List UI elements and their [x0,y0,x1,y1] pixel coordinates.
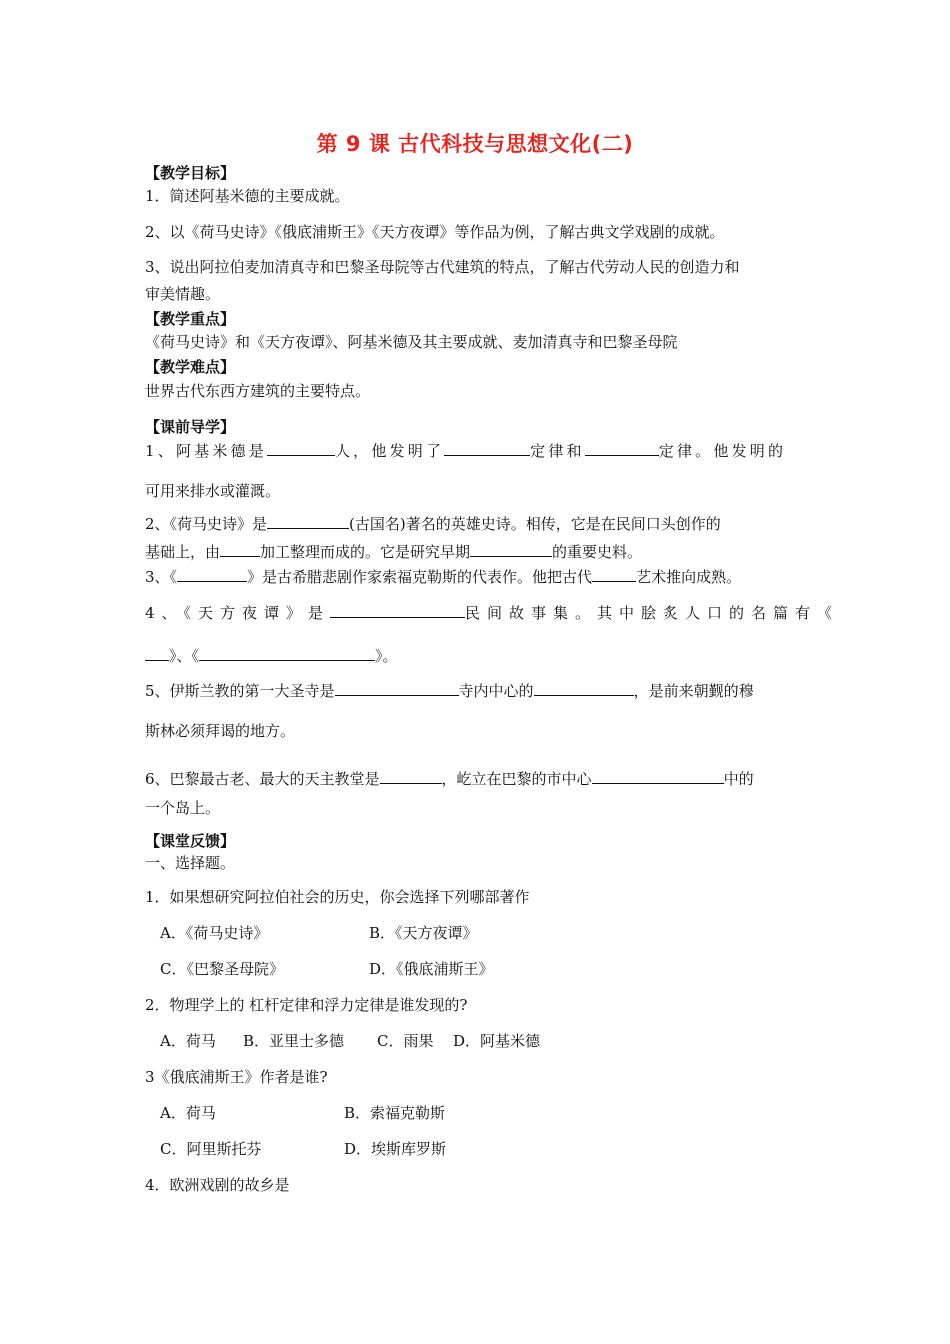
mcq-3-option-c[interactable]: C．阿里斯托芬 [160,1140,262,1158]
q3-text-c: 艺术推向成熟。 [636,568,742,586]
difficult-points-heading: 【教学难点】 [145,358,236,376]
q2-text-b: (古国名)著名的英雄史诗。相传，它是在民间口头创作的 [349,515,721,533]
mcq-2-option-b[interactable]: B．亚里士多德 [243,1032,345,1050]
q2-blank-2[interactable] [220,541,260,557]
mcq-1-question: 1．如果想研究阿拉伯社会的历史，你会选择下列哪部著作 [145,888,530,906]
goals-heading: 【教学目标】 [145,164,236,182]
q3-blank-1[interactable] [177,566,247,582]
mcq-3-option-a[interactable]: A．荷马 [160,1104,216,1122]
mcq-1-option-c[interactable]: C．《巴黎圣母院》 [160,960,284,978]
q4-blank-3[interactable] [199,645,375,661]
key-points-text: 《荷马史诗》和《天方夜谭》、阿基米德及其主要成就、麦加清真寺和巴黎圣母院 [145,333,678,351]
mcq-2-option-a[interactable]: A．荷马 [160,1032,216,1050]
q2-text-c: 基础上，由 [145,543,221,561]
mcq-2-option-c[interactable]: C．雨果 [377,1032,434,1050]
q4-text-c: 》、《 [169,647,200,665]
q1-blank-1[interactable] [267,440,335,456]
q2-text-e: 的重要史料。 [552,543,643,561]
q3-text-a: 3、《 [145,568,178,586]
q1-text-a: 1、阿基米德是 [145,442,267,460]
q1-text-d: 定律。他发明的 [658,442,787,460]
preview-question-5 [145,680,754,701]
q5-text-a: 5、伊斯兰教的第一大圣寺是 [145,682,335,700]
q2-blank-3[interactable] [470,541,552,557]
mcq-1-option-d[interactable]: D．《俄底浦斯王》 [369,960,494,978]
preview-question-2 [145,513,721,534]
preview-question-6 [145,768,754,789]
q4-text-a: 4、《天方夜谭》是 [145,604,331,622]
preview-question-1 [145,440,786,461]
q4-text-d: 》。 [375,647,398,665]
mcq-1-option-a[interactable]: A．《荷马史诗》 [160,924,269,942]
q4-blank-1[interactable] [330,602,465,618]
q1-text-b: 人，他发明了 [334,442,445,460]
mcq-3-option-d[interactable]: D．埃斯库罗斯 [344,1140,447,1158]
q1-text-c: 定律和 [530,442,585,460]
q6-blank-1[interactable] [380,768,442,784]
preview-question-2-cont [145,541,642,562]
q5-text-d: 斯林必须拜谒的地方。 [145,722,296,740]
mcq-3-question: 3《俄底浦斯王》作者是谁? [145,1068,328,1086]
q2-blank-1[interactable] [267,513,349,529]
mcq-1-option-b[interactable]: B．《天方夜谭》 [369,924,478,942]
goal-item-2: 2、以《荷马史诗》《俄底浦斯王》《天方夜谭》等作品为例，了解古典文学戏剧的成就。 [145,223,725,241]
q6-text-a: 6、巴黎最古老、最大的天主教堂是 [145,770,380,788]
q1-blank-2[interactable] [444,440,530,456]
q2-text-a: 2、《荷马史诗》是 [145,515,268,533]
q4-blank-2[interactable] [145,645,169,661]
q5-text-c: ，是前来朝觐的穆 [633,682,754,700]
mcq-2-option-d[interactable]: D．阿基米德 [453,1032,541,1050]
q6-text-c: 中的 [723,770,754,788]
mcq-3-option-b[interactable]: B．索福克勒斯 [344,1104,446,1122]
q1-text-e: 可用来排水或灌溉。 [145,482,281,500]
q6-blank-2[interactable] [592,768,724,784]
q2-text-d: 加工整理而成的。它是研究早期 [260,543,471,561]
preview-heading: 【课前导学】 [145,418,236,436]
q5-blank-1[interactable] [335,680,459,696]
goal-item-3: 3、说出阿拉伯麦加清真寺和巴黎圣母院等古代建筑的特点，了解古代劳动人民的创造力和 [145,258,740,276]
page-title: 第 9 课 古代科技与思想文化(二) [316,132,634,156]
mcq-2-question: 2．物理学上的 杠杆定律和浮力定律是谁发现的? [145,996,468,1014]
key-points-heading: 【教学重点】 [145,310,236,328]
mcq-4-question: 4．欧洲戏剧的故乡是 [145,1176,290,1194]
goal-item-1: 1．简述阿基米德的主要成就。 [145,187,350,205]
q6-text-b: ，屹立在巴黎的市中心 [441,770,592,788]
q4-text-b: 民间故事集。其中脍炙人口的名篇有《 [465,604,840,622]
q5-blank-2[interactable] [534,680,634,696]
preview-question-3 [145,566,741,587]
q5-text-b: 寺内中心的 [458,682,534,700]
q3-blank-2[interactable] [592,566,636,582]
preview-question-4-cont [145,645,398,666]
goal-item-3-cont: 审美情趣。 [145,285,221,303]
preview-question-4 [145,602,839,623]
difficult-points-text: 世界古代东西方建筑的主要特点。 [145,382,371,400]
feedback-heading: 【课堂反馈】 [145,832,236,850]
feedback-section-title: 一、选择题。 [145,854,236,872]
q3-text-b: 》是古希腊悲剧作家索福克勒斯的代表作。他把古代 [247,568,593,586]
q1-blank-3[interactable] [585,440,659,456]
q6-text-d: 一个岛上。 [145,799,221,817]
